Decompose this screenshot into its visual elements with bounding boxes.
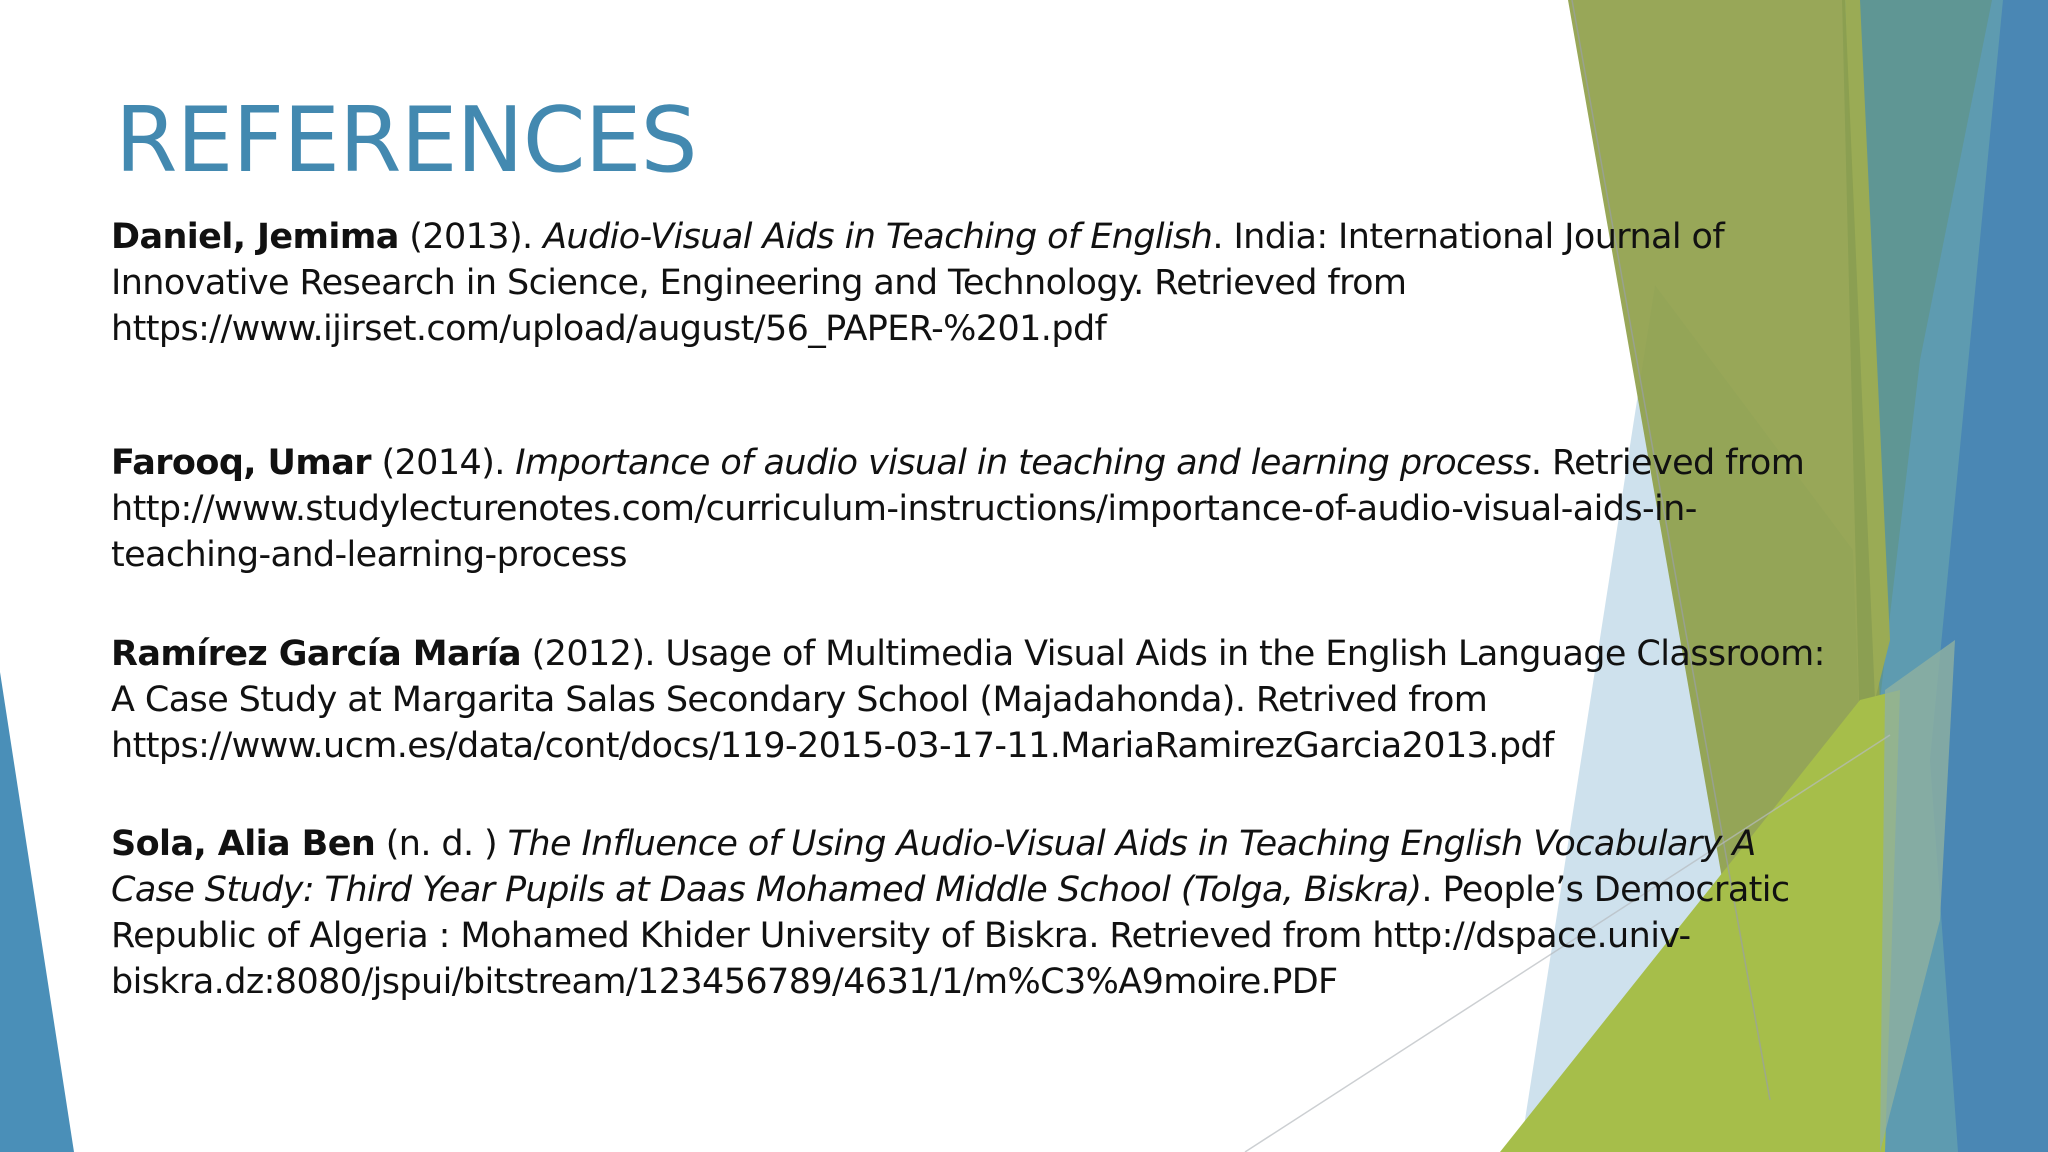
page-title: REFERENCES xyxy=(115,88,697,193)
reference-line xyxy=(111,214,1851,260)
reference-url: https://www.ijirset.com/upload/august/56_PAPER-%201.pdf xyxy=(111,309,1107,349)
reference-url: http://www.studylecturenotes.com/curriculum-instructions/importance-of-audio-visual-aids-in- xyxy=(111,489,1697,529)
reference-url: teaching-and-learning-process xyxy=(111,535,627,575)
reference-url: biskra.dz:8080/jspui/bitstream/123456789/4631/1/m%C3%A9moire.PDF xyxy=(111,962,1338,1002)
left-blue-shape xyxy=(0,672,74,1152)
reference-line xyxy=(111,867,1851,913)
reference-line: Innovative Research in Science, Engineering and Technology. Retrieved from xyxy=(111,263,1407,303)
reference-url: https://www.ucm.es/data/cont/docs/119-2015-03-17-11.MariaRamirezGarcia2013.pdf xyxy=(111,726,1554,766)
reference-text: (2012). Usage of Multimedia Visual Aids in the English Language Classroom: xyxy=(521,634,1825,674)
reference-year: (2013). xyxy=(398,217,544,257)
reference-ramirez xyxy=(111,631,1851,769)
reference-year: (n. d. ) xyxy=(375,824,508,864)
references-list xyxy=(111,214,1851,1005)
reference-title: Importance of audio visual in teaching and learning process xyxy=(515,443,1531,483)
reference-line xyxy=(111,631,1851,677)
reference-line: A Case Study at Margarita Salas Secondary School (Majadahonda). Retrived from xyxy=(111,680,1488,720)
reference-year: (2014). xyxy=(370,443,516,483)
reference-author: Ramírez García María xyxy=(111,634,522,674)
reference-line: Republic of Algeria : Mohamed Khider University of Biskra. Retrieved from http://dspace.univ- xyxy=(111,916,1691,956)
reference-author: Daniel, Jemima xyxy=(111,217,399,257)
reference-text: . India: International Journal of xyxy=(1212,217,1725,257)
reference-text: . Retrieved from xyxy=(1530,443,1805,483)
reference-daniel xyxy=(111,214,1851,352)
reference-farooq xyxy=(111,440,1851,578)
reference-line xyxy=(111,440,1851,486)
reference-author: Sola, Alia Ben xyxy=(111,824,376,864)
reference-title: Case Study: Third Year Pupils at Daas Mohamed Middle School (Tolga, Biskra) xyxy=(111,870,1422,910)
reference-title: The Influence of Using Audio-Visual Aids in Teaching English Vocabulary A xyxy=(507,824,1756,864)
reference-author: Farooq, Umar xyxy=(111,443,371,483)
reference-title: Audio-Visual Aids in Teaching of English xyxy=(543,217,1213,257)
reference-line xyxy=(111,821,1851,867)
reference-text: . People’s Democratic xyxy=(1421,870,1790,910)
reference-sola xyxy=(111,821,1851,1005)
